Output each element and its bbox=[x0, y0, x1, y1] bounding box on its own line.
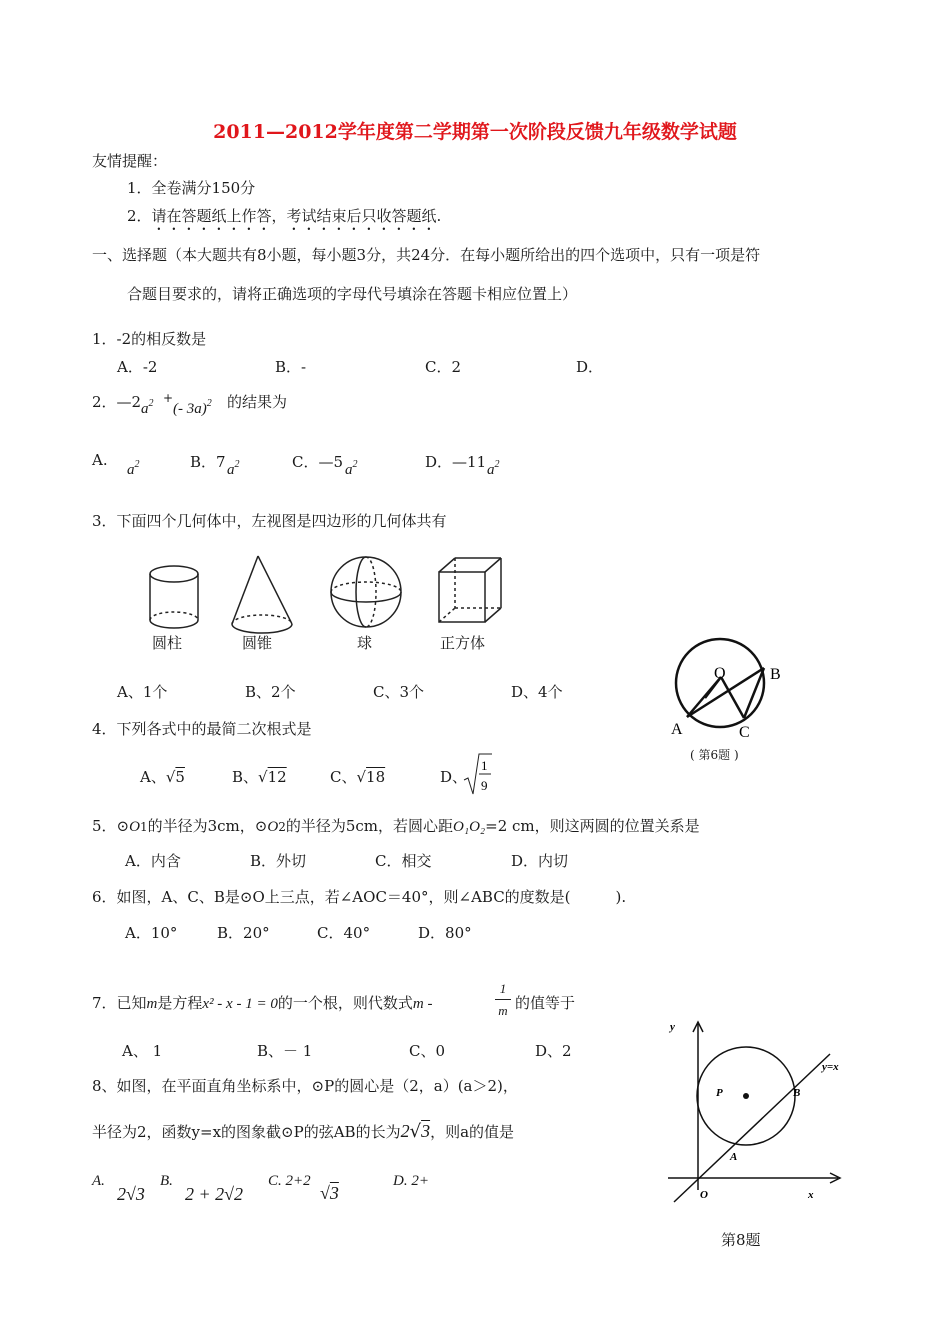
q2-option-c: C．—5 bbox=[292, 453, 344, 471]
fig6-label-c: C bbox=[739, 724, 750, 741]
q4-option-d-radical bbox=[462, 750, 494, 798]
q2-paren-term: (- 3a)$^2$ bbox=[173, 398, 212, 417]
q1-option-c: C．2 bbox=[425, 358, 462, 376]
q7-frac-den: m bbox=[498, 1003, 508, 1018]
q6-option-b: B．20° bbox=[217, 924, 270, 942]
q2-stem-suffix: 的结果为 bbox=[227, 393, 288, 411]
q3-shape-label-cube: 正方体 bbox=[440, 634, 486, 652]
q3-option-c: C、3个 bbox=[373, 683, 425, 701]
fig8-label-a: A bbox=[730, 1151, 738, 1163]
section-heading-line-1: 一、选择题（本大题共有8小题，每小题3分，共24分．在每小题所给出的四个选项中，只有一项是符 bbox=[92, 246, 761, 264]
q2-plus: + bbox=[163, 391, 174, 405]
fig8-coordinate-diagram bbox=[660, 1010, 850, 1205]
q8-line-1: 8、如图，在平面直角坐标系中，⊙P的圆心是（2，a）(a＞2)， bbox=[92, 1077, 518, 1095]
q7-option-a: A、 1 bbox=[122, 1042, 163, 1060]
q4-option-a: A、√5 bbox=[140, 768, 185, 786]
q2-option-a-expr: $a^2$ bbox=[127, 459, 140, 478]
fig6-circle-diagram bbox=[665, 630, 795, 745]
fig8-center-point bbox=[743, 1093, 749, 1099]
q2-option-c-expr: $a^2$ bbox=[345, 459, 358, 478]
q3-stem: 3．下面四个几何体中，左视图是四边形的几何体共有 bbox=[92, 512, 447, 530]
q3-shape-label-sphere: 球 bbox=[357, 634, 373, 652]
fig8-label-p: P bbox=[716, 1087, 723, 1099]
q2-stem: 2．—2 bbox=[92, 393, 142, 411]
q6-option-c: C．40° bbox=[317, 924, 371, 942]
cylinder-shape bbox=[150, 566, 198, 628]
fig6-label-o: O bbox=[714, 665, 726, 682]
q5-option-b: B．外切 bbox=[250, 852, 307, 870]
q6-option-d: D．80° bbox=[418, 924, 472, 942]
q4-d-den: 9 bbox=[481, 778, 488, 793]
q8-option-c: C. 2+2 bbox=[268, 1173, 311, 1189]
q4-stem: 4．下列各式中的最简二次根式是 bbox=[92, 720, 312, 738]
q4-option-b: B、√12 bbox=[232, 768, 287, 786]
cube-shape bbox=[439, 558, 501, 622]
reminder-item-1: 1．全卷满分150分 bbox=[127, 179, 256, 197]
q2-option-d: D．—11 bbox=[425, 453, 487, 471]
q4-option-c: C、√18 bbox=[330, 768, 386, 786]
q7-option-b: B、－ 1 bbox=[257, 1042, 313, 1060]
q1-option-d: D． bbox=[576, 358, 604, 376]
q2-option-b-expr: $a^2$ bbox=[227, 459, 240, 478]
section-heading-line-2: 合题目要求的，请将正确选项的字母代号填涂在答题卡相应位置上） bbox=[127, 285, 578, 303]
q7-option-c: C、0 bbox=[409, 1042, 446, 1060]
fig8-label-line: y=x bbox=[822, 1061, 839, 1073]
fig6-label-a: A bbox=[671, 721, 683, 738]
q2-option-d-expr: $a^2$ bbox=[487, 459, 500, 478]
fig8-label-o: O bbox=[700, 1189, 708, 1201]
fig6-caption: ( 第6题 ) bbox=[690, 748, 739, 762]
sphere-shape bbox=[331, 557, 401, 627]
q6-option-a: A．10° bbox=[125, 924, 178, 942]
q8-option-a-value: 2√3 bbox=[117, 1184, 145, 1204]
q3-shape-label-cylinder: 圆柱 bbox=[152, 634, 183, 652]
q6-stem: 6．如图，A、C、B是⊙O上三点，若∠AOC＝40°，则∠ABC的度数是( ). bbox=[92, 888, 627, 906]
q4-option-d: D、 bbox=[440, 768, 468, 786]
q3-shape-label-cone: 圆锥 bbox=[242, 634, 273, 652]
q8-option-d: D. 2+ bbox=[393, 1173, 429, 1189]
q8-option-a: A. bbox=[92, 1173, 105, 1189]
q2-option-a: A. bbox=[92, 451, 108, 469]
q5-option-d: D．内切 bbox=[511, 852, 569, 870]
fig6-label-b: B bbox=[770, 666, 781, 683]
fig8-label-y: y bbox=[670, 1021, 675, 1033]
q5-stem: 5．⊙O1的半径为3cm，⊙O2的半径为5cm，若圆心距O₁O₂=2 cm，则这两圆的位置关系是 bbox=[92, 817, 700, 835]
fig8-caption: 第8题 bbox=[721, 1231, 761, 1249]
q8-option-c-radical: √3 bbox=[320, 1183, 339, 1203]
q1-option-a: A．-2 bbox=[117, 358, 158, 376]
q2-term-a: $a^2$ bbox=[141, 398, 154, 417]
q5-option-a: A．内含 bbox=[125, 852, 181, 870]
reminder-heading: 友情提醒： bbox=[92, 152, 168, 170]
cone-shape bbox=[232, 556, 292, 633]
q1-option-b: B．- bbox=[275, 358, 307, 376]
reminder-item-2 bbox=[127, 205, 441, 234]
q7-frac-num: 1 bbox=[499, 981, 507, 996]
q7-option-d: D、2 bbox=[535, 1042, 572, 1060]
reminder-item-2-text: 请在答题纸上作答，考试结束后只收答题纸. bbox=[151, 207, 442, 225]
q8-option-b: B. bbox=[160, 1173, 173, 1189]
q2-option-b: B．7 bbox=[190, 453, 226, 471]
q3-option-a: A、1个 bbox=[117, 683, 168, 701]
q3-option-b: B、2个 bbox=[245, 683, 296, 701]
fig8-label-b: B bbox=[793, 1087, 801, 1099]
q7-stem: 7．已知m是方程x² - x - 1 = 0的一个根，则代数式m - bbox=[92, 994, 433, 1012]
reminder-item-2-prefix: 2． bbox=[127, 207, 152, 225]
q3-option-d: D、4个 bbox=[511, 683, 563, 701]
q4-d-num: 1 bbox=[481, 758, 488, 773]
q5-option-c: C．相交 bbox=[375, 852, 432, 870]
q7-stem-suffix: 的值等于 bbox=[515, 994, 576, 1012]
page-title: 2011—2012学年度第二学期第一次阶段反馈九年级数学试题 bbox=[213, 121, 737, 143]
q8-line-2: 半径为2，函数y=x的图象截⊙P的弦AB的长为2√3，则a的值是 bbox=[92, 1121, 515, 1142]
fig8-label-x: x bbox=[808, 1189, 814, 1201]
q8-option-b-value: 2 + 2√2 bbox=[185, 1184, 244, 1204]
q1-stem: 1．-2的相反数是 bbox=[92, 330, 207, 348]
q7-frac-bar bbox=[495, 999, 511, 1000]
